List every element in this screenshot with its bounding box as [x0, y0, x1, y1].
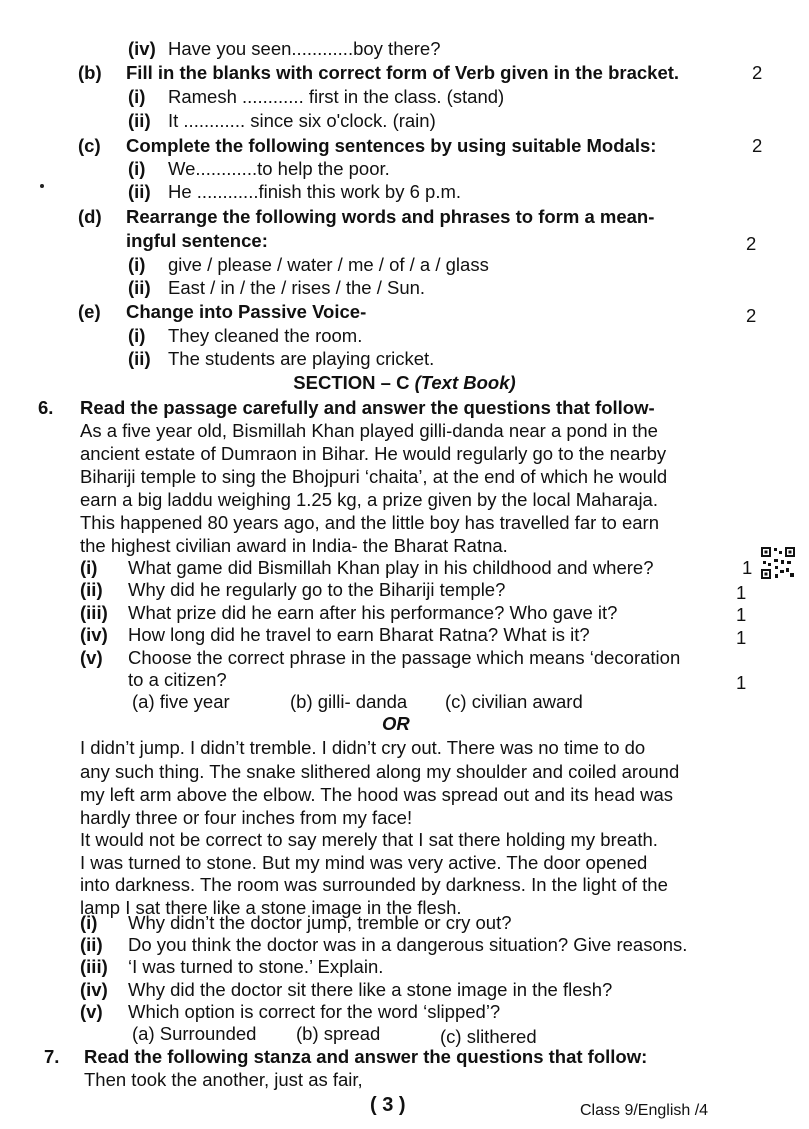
q6-option-b: (b) gilli- danda [290, 691, 408, 712]
q6-passage1-line: Bihariji temple to sing the Bhojpuri ‘chaita’, at the end of which he would [80, 466, 668, 487]
q6-passage1-line: This happened 80 years ago, and the little boy has travelled far to earn [80, 512, 660, 533]
q6-marks: 1 [736, 672, 747, 693]
q6-question: (iii) ‘I was turned to stone.’ Explain. [80, 956, 384, 977]
q6-passage2-line: into darkness. The room was surrounded by darkness. In the light of the [80, 874, 668, 895]
q6-passage2-line: I was turned to stone. But my mind was very active. The door opened [80, 852, 648, 873]
q5-c-marks: 2 [752, 135, 763, 156]
q6-question-cont: to a citizen? [128, 669, 227, 690]
q6-question: (i) What game did Bismillah Khan play in his childhood and where? [80, 557, 654, 578]
q6-marks: 1 [742, 557, 753, 578]
q6-passage2-line: I didn’t jump. I didn’t tremble. I didn’t cry out. There was no time to do [80, 737, 646, 758]
q5-d-heading: (d) Rearrange the following words and phrases to form a mean- [78, 206, 655, 227]
or-separator: OR [382, 713, 410, 734]
paper-code: Class 9/English /4 [580, 1102, 709, 1119]
q6-option-a: (a) Surrounded [132, 1023, 257, 1044]
q5-d-ii: (ii) East / in / the / rises / the / Sun. [128, 277, 426, 298]
q6-question: (ii) Do you think the doctor was in a dangerous situation? Give reasons. [80, 934, 688, 955]
q7-stanza-line: Then took the another, just as fair, [84, 1069, 363, 1090]
q6-passage1-line: ancient estate of Dumraon in Bihar. He would regularly go to the nearby [80, 443, 667, 464]
section-c-title: SECTION – C (Text Book) [293, 372, 516, 393]
q6-passage2-line: any such thing. The snake slithered along my shoulder and coiled around [80, 761, 680, 782]
q6-question: (i) Why didn’t the doctor jump, tremble or cry out? [80, 912, 512, 933]
q5-d-i: (i) give / please / water / me / of / a / glass [128, 254, 489, 275]
stray-dot [40, 184, 44, 188]
q5-b-heading: (b) Fill in the blanks with correct form of Verb given in the bracket. [78, 62, 680, 83]
q6-passage2-line: hardly three or four inches from my face! [80, 807, 413, 828]
q5-b-ii: (ii) It ............ since six o'clock. (rain) [128, 110, 436, 131]
q6-passage2-line: lamp I sat there like a stone image in the flesh. [80, 897, 462, 918]
q6-question: (iv) How long did he travel to earn Bharat Ratna? What is it? [80, 624, 590, 645]
q6-option-c: (c) civilian award [445, 691, 583, 712]
q5-e-ii: (ii) The students are playing cricket. [128, 348, 435, 369]
q5-e-heading: (e) Change into Passive Voice- [78, 301, 367, 322]
q6-question: (v) Which option is correct for the word ‘slipped’? [80, 1001, 501, 1022]
q6-question: (iv) Why did the doctor sit there like a stone image in the flesh? [80, 979, 613, 1000]
q6-passage2-line: It would not be correct to say merely that I sat there holding my breath. [80, 829, 658, 850]
q6-heading: 6. Read the passage carefully and answer the questions that follow- [38, 397, 655, 418]
q6-question: (v) Choose the correct phrase in the passage which means ‘decoration [80, 647, 681, 668]
q5-d-marks: 2 [746, 233, 757, 254]
q7-heading: 7. Read the following stanza and answer the questions that follow: [44, 1046, 648, 1067]
qr-code-icon [760, 546, 796, 580]
q6-marks: 1 [736, 604, 747, 625]
q5-a-iv: (iv) Have you seen............boy there? [128, 38, 441, 59]
q5-c-ii: (ii) He ............finish this work by 6 p.m. [128, 181, 462, 202]
q6-passage2-line: my left arm above the elbow. The hood was spread out and its head was [80, 784, 674, 805]
q5-b-i: (i) Ramesh ............ first in the class. (stand) [128, 86, 505, 107]
q6-option-c: (c) slithered [440, 1026, 537, 1047]
q6-marks: 1 [736, 627, 747, 648]
q5-e-marks: 2 [746, 305, 757, 326]
q6-question: (iii) What prize did he earn after his performance? Who gave it? [80, 602, 618, 623]
q6-passage1-line: the highest civilian award in India- the Bharat Ratna. [80, 535, 508, 556]
q5-e-i: (i) They cleaned the room. [128, 325, 363, 346]
q6-option-a: (a) five year [132, 691, 230, 712]
q5-d-heading-cont: ingful sentence: [126, 230, 268, 251]
q6-question: (ii) Why did he regularly go to the Bihariji temple? [80, 579, 506, 600]
q6-passage1-line: As a five year old, Bismillah Khan played gilli-danda near a pond in the [80, 420, 658, 441]
q6-option-b: (b) spread [296, 1023, 381, 1044]
q6-marks: 1 [736, 582, 747, 603]
q5-c-heading: (c) Complete the following sentences by using suitable Modals: [78, 135, 657, 156]
page-number: ( 3 ) [370, 1094, 406, 1116]
q6-passage1-line: earn a big laddu weighing 1.25 kg, a prize given by the local Maharaja. [80, 489, 658, 510]
q5-b-marks: 2 [752, 62, 763, 83]
q5-c-i: (i) We............to help the poor. [128, 158, 390, 179]
